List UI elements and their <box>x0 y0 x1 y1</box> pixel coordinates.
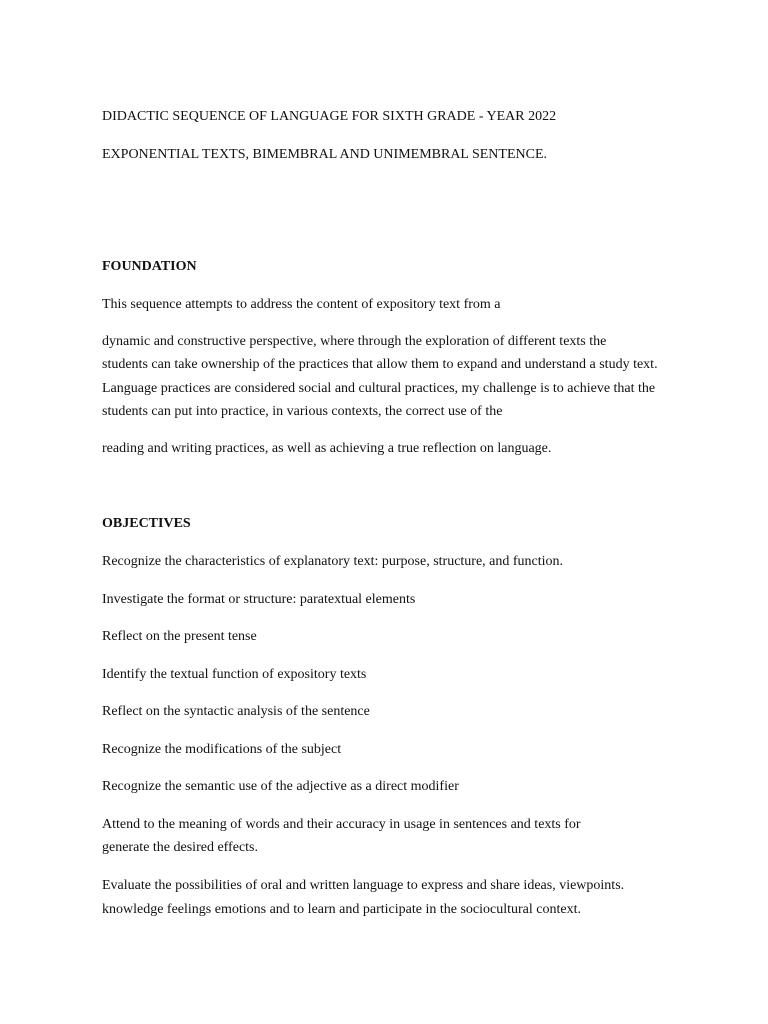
objective-item: knowledge feelings emotions and to learn and participate in the sociocultural context. <box>102 902 581 917</box>
foundation-line: students can take ownership of the practices that allow them to expand and understand a study text. <box>102 357 658 372</box>
foundation-line: Language practices are considered social and cultural practices, my challenge is to achieve that the <box>102 381 656 396</box>
foundation-line: students can put into practice, in various contexts, the correct use of the <box>102 404 503 419</box>
foundation-line: This sequence attempts to address the content of expository text from a <box>102 297 501 312</box>
objectives-heading: OBJECTIVES <box>102 516 191 531</box>
objective-item: Recognize the modifications of the subject <box>102 742 342 757</box>
foundation-heading: FOUNDATION <box>102 259 197 274</box>
foundation-line: reading and writing practices, as well as achieving a true reflection on language. <box>102 441 552 456</box>
document-subtitle: EXPONENTIAL TEXTS, BIMEMBRAL AND UNIMEMBRAL SENTENCE. <box>102 147 548 162</box>
objective-item: Investigate the format or structure: paratextual elements <box>102 592 416 607</box>
objective-item: Recognize the characteristics of explanatory text: purpose, structure, and function. <box>102 554 564 569</box>
objective-item: Identify the textual function of expository texts <box>102 667 367 682</box>
objective-item: Reflect on the present tense <box>102 629 257 644</box>
foundation-line: dynamic and constructive perspective, where through the exploration of different texts the <box>102 334 607 349</box>
objective-item: generate the desired effects. <box>102 840 258 855</box>
objective-item: Evaluate the possibilities of oral and written language to express and share ideas, viewpoints. <box>102 878 625 893</box>
objective-item: Recognize the semantic use of the adjective as a direct modifier <box>102 779 459 794</box>
objective-item: Attend to the meaning of words and their accuracy in usage in sentences and texts for <box>102 817 581 832</box>
objective-item: Reflect on the syntactic analysis of the sentence <box>102 704 370 719</box>
document-title: DIDACTIC SEQUENCE OF LANGUAGE FOR SIXTH GRADE - YEAR 2022 <box>102 109 557 124</box>
